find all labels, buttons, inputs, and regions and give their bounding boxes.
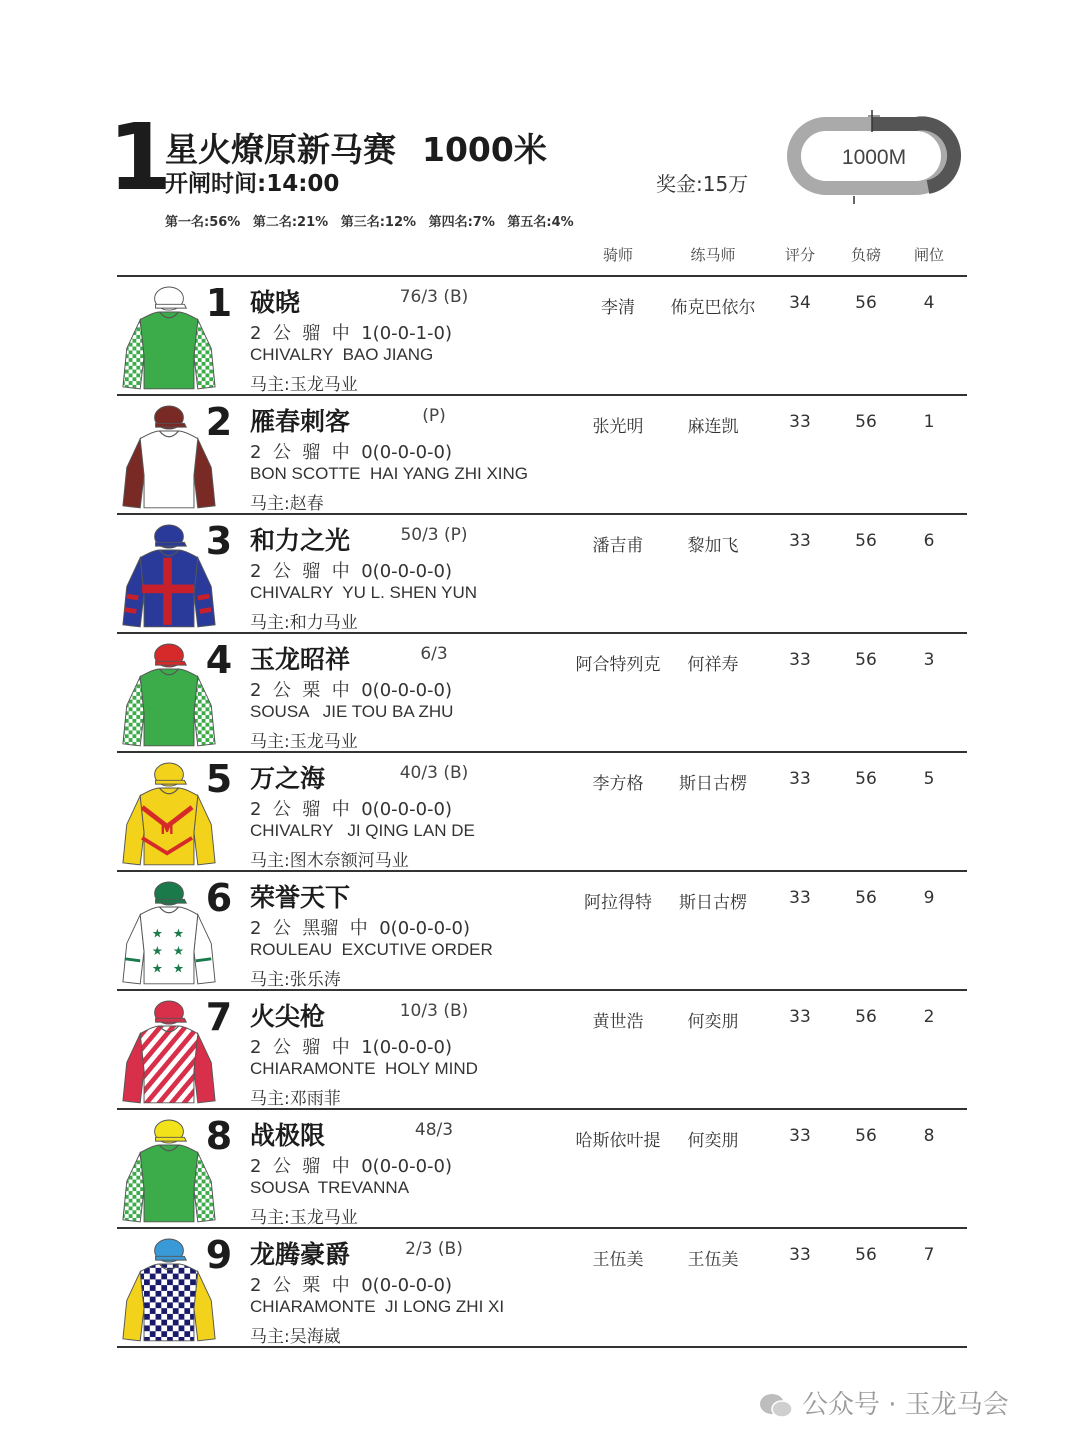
col-trainer: 练马师 (690, 246, 736, 264)
runner-row (117, 634, 967, 753)
trainer-name: 何奕朋 (687, 1131, 739, 1151)
runner-row (117, 1110, 967, 1229)
horse-number: 5 (205, 757, 233, 801)
horse-odds: 76/3 (B) (399, 287, 469, 307)
rating-value: 34 (789, 293, 811, 313)
rating-value: 33 (789, 531, 811, 551)
trainer-name: 黎加飞 (687, 536, 739, 556)
race-name: 星火燎原新马赛 (165, 130, 396, 169)
payout-item: 第二名:21% (252, 215, 329, 230)
horse-breeding: ROULEAU EXCUTIVE ORDER (250, 940, 493, 959)
svg-text:★: ★ (151, 925, 163, 941)
horse-info: 2 公 骝 中 0(0-0-0-0) (250, 442, 453, 463)
horse-odds: 40/3 (B) (399, 763, 469, 783)
horse-owner: 马主:玉龙马业 (250, 1208, 358, 1228)
weight-value: 56 (855, 1126, 877, 1146)
jockey-name: 李方格 (592, 774, 644, 794)
horse-owner: 马主:邓雨菲 (250, 1089, 341, 1109)
trainer-name: 麻连凯 (687, 417, 739, 437)
trainer-name: 何祥寿 (687, 655, 739, 675)
horse-breeding: CHIARAMONTE JI LONG ZHI XI (250, 1297, 505, 1316)
horse-number: 6 (205, 876, 233, 920)
weight-value: 56 (855, 1007, 877, 1027)
weight-value: 56 (855, 769, 877, 789)
horse-odds: 50/3 (P) (400, 525, 468, 545)
horse-odds: (P) (422, 406, 446, 426)
weight-value: 56 (855, 293, 877, 313)
jockey-name: 阿合特列克 (575, 655, 661, 675)
horse-name: 战极限 (250, 1121, 326, 1150)
horse-name: 龙腾豪爵 (250, 1240, 351, 1269)
horse-number: 4 (205, 638, 233, 682)
horse-owner: 马主:和力马业 (250, 613, 358, 633)
runner-row (117, 1229, 967, 1348)
horse-odds: 48/3 (414, 1120, 454, 1140)
horse-name: 火尖枪 (250, 1002, 326, 1031)
horse-number: 7 (205, 995, 233, 1039)
horse-name: 荣誉天下 (250, 883, 351, 912)
draw-value: 1 (923, 412, 935, 432)
rating-value: 33 (789, 1245, 811, 1265)
draw-value: 9 (923, 888, 935, 908)
start-time: 开闸时间:14:00 (165, 171, 340, 197)
horse-info: 2 公 栗 中 0(0-0-0-0) (250, 680, 453, 701)
col-jockey: 骑师 (602, 246, 633, 264)
payout-item: 第四名:7% (428, 215, 495, 230)
horse-name: 万之海 (250, 764, 326, 793)
jockey-name: 王伍美 (592, 1250, 644, 1270)
col-weight: 负磅 (850, 246, 881, 264)
horse-owner: 马主:玉龙马业 (250, 732, 358, 752)
horse-number: 2 (205, 400, 233, 444)
horse-odds: 10/3 (B) (399, 1001, 469, 1021)
horse-breeding: BON SCOTTE HAI YANG ZHI XING (250, 464, 529, 483)
horse-owner: 马主:张乐涛 (250, 970, 341, 990)
rating-value: 33 (789, 769, 811, 789)
rating-value: 33 (789, 650, 811, 670)
runner-row (117, 515, 967, 634)
svg-text:★: ★ (151, 960, 163, 976)
trainer-name: 斯日古楞 (679, 774, 747, 794)
weight-value: 56 (855, 1245, 877, 1265)
draw-value: 8 (923, 1126, 935, 1146)
draw-value: 4 (923, 293, 935, 313)
horse-odds: 2/3 (B) (405, 1239, 463, 1259)
svg-text:★: ★ (172, 925, 185, 941)
horse-breeding: CHIVALRY YU L. SHEN YUN (250, 583, 478, 602)
horse-breeding: CHIVALRY BAO JIANG (250, 345, 434, 364)
svg-text:★: ★ (172, 943, 185, 958)
horse-owner: 马主:图木奈额河马业 (250, 851, 409, 871)
jockey-name: 张光明 (592, 417, 644, 437)
col-rating: 评分 (784, 246, 815, 264)
race-title (165, 124, 547, 171)
runner-row (117, 396, 967, 515)
weight-value: 56 (855, 650, 877, 670)
draw-value: 5 (923, 769, 935, 789)
payout-item: 第五名:4% (507, 215, 574, 230)
payout-item: 第三名:12% (340, 215, 417, 230)
race-distance: 1000米 (422, 130, 547, 169)
svg-text:★: ★ (151, 943, 163, 958)
jockey-name: 阿拉得特 (584, 893, 652, 913)
jockey-name: 潘吉甫 (592, 536, 644, 556)
horse-info: 2 公 黑骝 中 0(0-0-0-0) (250, 918, 471, 939)
trainer-name: 王伍美 (687, 1250, 739, 1270)
horse-name: 雁春刺客 (250, 407, 351, 436)
horse-owner: 马主:吴海崴 (250, 1327, 341, 1347)
horse-number: 3 (205, 519, 233, 563)
horse-owner: 马主:玉龙马业 (250, 375, 358, 395)
horse-breeding: SOUSA TREVANNA (250, 1178, 410, 1197)
svg-text:★: ★ (172, 960, 185, 976)
wechat-icon (758, 1392, 794, 1420)
horse-info: 2 公 骝 中 1(0-0-0-0) (250, 1037, 453, 1058)
horse-info: 2 公 骝 中 0(0-0-0-0) (250, 1156, 453, 1177)
horse-number: 1 (205, 281, 233, 325)
horse-breeding: CHIARAMONTE HOLY MIND (250, 1059, 478, 1078)
jockey-name: 李清 (601, 298, 635, 318)
horse-number: 8 (205, 1114, 233, 1158)
horse-name: 破晓 (250, 288, 301, 317)
trainer-name: 佈克巴依尔 (670, 298, 756, 318)
prize-money: 奖金:15万 (656, 172, 749, 196)
track-distance-label: 1000M (841, 146, 907, 169)
rating-value: 33 (789, 888, 811, 908)
weight-value: 56 (855, 531, 877, 551)
draw-value: 6 (923, 531, 935, 551)
trainer-name: 斯日古楞 (679, 893, 747, 913)
runner-row (117, 753, 967, 872)
payout-breakdown (165, 211, 582, 230)
draw-value: 3 (923, 650, 935, 670)
horse-breeding: CHIVALRY JI QING LAN DE (250, 821, 475, 840)
jockey-name: 黄世浩 (592, 1012, 644, 1032)
horse-number: 9 (205, 1233, 233, 1277)
runner-row (117, 991, 967, 1110)
horse-name: 和力之光 (250, 526, 351, 555)
horse-name: 玉龙昭祥 (250, 645, 351, 674)
weight-value: 56 (855, 412, 877, 432)
draw-value: 7 (923, 1245, 935, 1265)
rating-value: 33 (789, 412, 811, 432)
runner-row (117, 872, 967, 991)
horse-breeding: SOUSA JIE TOU BA ZHU (250, 702, 454, 721)
jockey-name: 哈斯依叶提 (575, 1131, 661, 1151)
rating-value: 33 (789, 1126, 811, 1146)
watermark-text: 公众号 · 玉龙马会 (802, 1390, 1009, 1420)
payout-item: 第一名:56% (165, 215, 241, 230)
svg-text:M: M (160, 823, 174, 839)
horse-info: 2 公 骝 中 0(0-0-0-0) (250, 799, 453, 820)
rating-value: 33 (789, 1007, 811, 1027)
horse-odds: 6/3 (420, 644, 448, 664)
horse-owner: 马主:赵春 (250, 494, 324, 514)
col-draw: 闸位 (913, 246, 944, 264)
horse-info: 2 公 骝 中 0(0-0-0-0) (250, 561, 453, 582)
runner-row (117, 277, 967, 396)
watermark (758, 1384, 1009, 1421)
draw-value: 2 (923, 1007, 935, 1027)
trainer-name: 何奕朋 (687, 1012, 739, 1032)
horse-info: 2 公 栗 中 0(0-0-0-0) (250, 1275, 453, 1296)
race-number: 1 (108, 104, 173, 211)
horse-info: 2 公 骝 中 1(0-0-1-0) (250, 323, 453, 344)
weight-value: 56 (855, 888, 877, 908)
